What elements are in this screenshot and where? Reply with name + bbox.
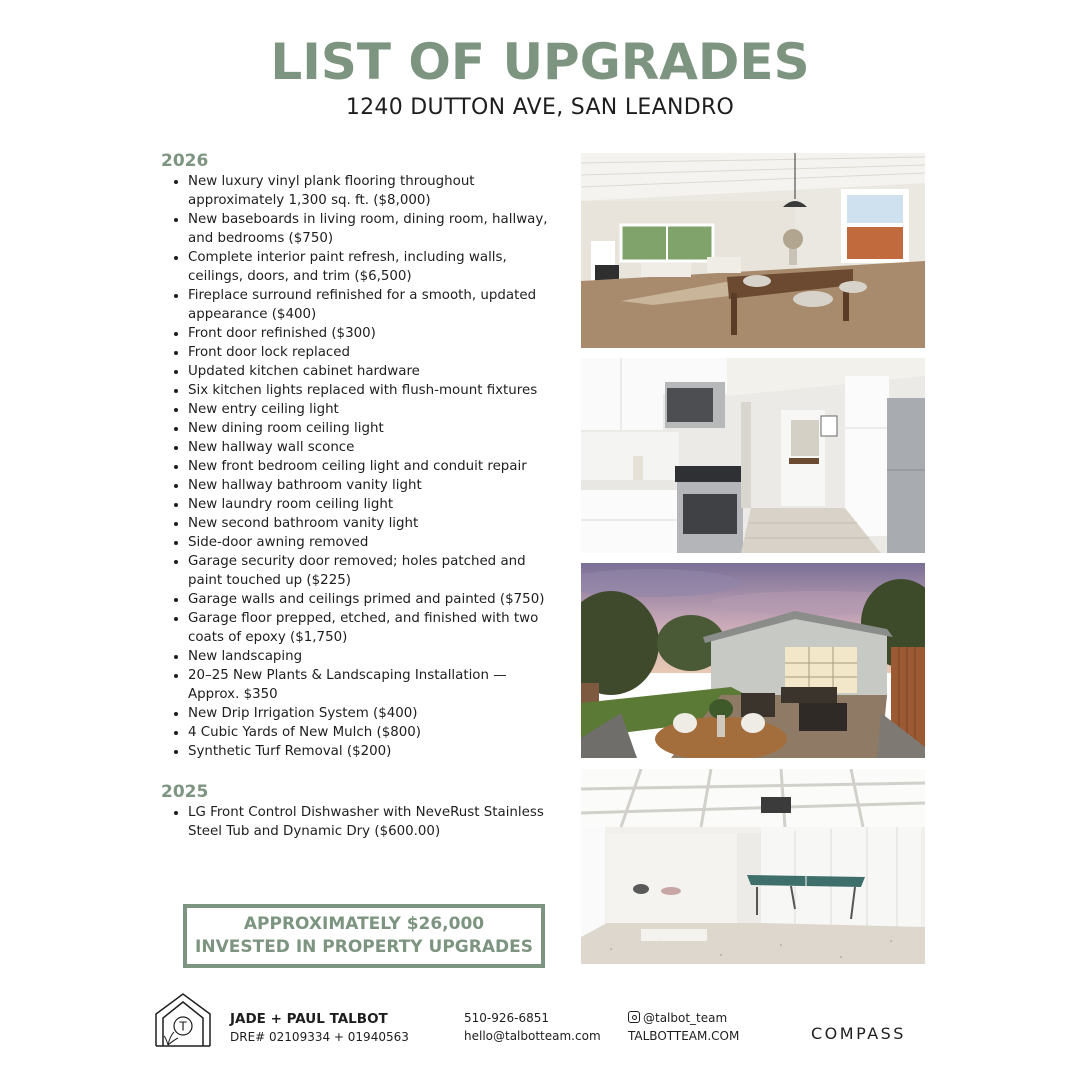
upgrade-item: Updated kitchen cabinet hardware [161, 362, 561, 381]
upgrade-items-2026 [161, 172, 561, 761]
photo-garage [581, 769, 925, 964]
instagram-handle[interactable] [628, 1010, 727, 1026]
page-title: LIST OF UPGRADES [270, 33, 810, 91]
upgrade-item: Synthetic Turf Removal ($200) [161, 742, 561, 761]
upgrade-item: Front door refinished ($300) [161, 324, 561, 343]
investment-summary-box [183, 904, 545, 968]
agent-names: JADE + PAUL TALBOT [230, 1011, 388, 1027]
photo-living-dining-room [581, 153, 925, 348]
upgrade-item: New second bathroom vanity light [161, 514, 561, 533]
investment-caption: INVESTED IN PROPERTY UPGRADES [195, 937, 533, 957]
upgrade-item: New Drip Irrigation System ($400) [161, 704, 561, 723]
upgrade-items-2025 [161, 803, 561, 841]
upgrade-item: Garage floor prepped, etched, and finished with two coats of epoxy ($1,750) [161, 609, 561, 647]
instagram-handle-text[interactable]: @talbot_team [643, 1011, 728, 1025]
talbot-team-logo [154, 992, 212, 1048]
upgrade-item: Fireplace surround refinished for a smooth, updated appearance ($400) [161, 286, 561, 324]
upgrade-item: New entry ceiling light [161, 400, 561, 419]
property-address: 1240 DUTTON AVE, SAN LEANDRO [345, 95, 735, 120]
upgrade-item: 4 Cubic Yards of New Mulch ($800) [161, 723, 561, 742]
upgrade-item: 20–25 New Plants & Landscaping Installation — Approx. $350 [161, 666, 561, 704]
phone-number[interactable]: 510-926-6851 [464, 1011, 550, 1025]
footer [0, 990, 1080, 1060]
compass-brand: COMPASS [811, 1024, 906, 1043]
photo-backyard [581, 563, 925, 758]
email-address[interactable]: hello@talbotteam.com [464, 1029, 601, 1043]
upgrade-item: Side-door awning removed [161, 533, 561, 552]
upgrade-item: Front door lock replaced [161, 343, 561, 362]
investment-amount: APPROXIMATELY $26,000 [243, 914, 485, 934]
upgrade-item: New front bedroom ceiling light and conduit repair [161, 457, 561, 476]
upgrade-item: New hallway bathroom vanity light [161, 476, 561, 495]
upgrade-item: Garage walls and ceilings primed and painted ($750) [161, 590, 561, 609]
upgrade-item: New dining room ceiling light [161, 419, 561, 438]
dre-license: DRE# 02109334 + 01940563 [230, 1030, 409, 1044]
upgrade-item: New hallway wall sconce [161, 438, 561, 457]
upgrade-item: Garage security door removed; holes patched and paint touched up ($225) [161, 552, 561, 590]
upgrades-list [161, 150, 561, 841]
logo-letter: T [179, 1019, 187, 1034]
upgrade-item: Complete interior paint refresh, including walls, ceilings, doors, and trim ($6,500) [161, 248, 561, 286]
photo-kitchen [581, 358, 925, 553]
upgrade-item: Six kitchen lights replaced with flush-mount fixtures [161, 381, 561, 400]
upgrade-item: New landscaping [161, 647, 561, 666]
website-link[interactable]: TALBOTTEAM.COM [628, 1029, 740, 1043]
upgrade-item: New laundry room ceiling light [161, 495, 561, 514]
upgrade-item: New luxury vinyl plank flooring throughout approximately 1,300 sq. ft. ($8,000) [161, 172, 561, 210]
year-heading-2025: 2025 [161, 782, 209, 802]
year-heading-2026: 2026 [161, 151, 209, 171]
upgrade-item: LG Front Control Dishwasher with NeveRust Stainless Steel Tub and Dynamic Dry ($600.00) [161, 803, 561, 841]
instagram-icon [628, 1011, 640, 1023]
upgrade-item: New baseboards in living room, dining room, hallway, and bedrooms ($750) [161, 210, 561, 248]
